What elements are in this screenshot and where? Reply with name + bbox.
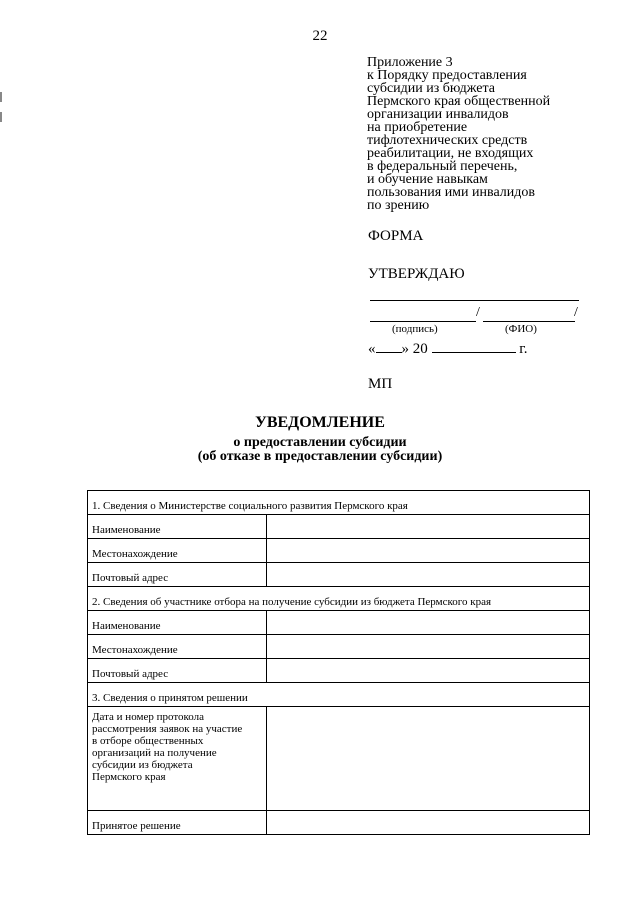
appendix-line: тифлотехнических средств [367, 133, 528, 148]
row-label: Местонахождение [88, 539, 267, 563]
table-row [88, 707, 590, 811]
forma-label: ФОРМА [368, 228, 424, 244]
signature-slash: / [476, 305, 480, 320]
appendix-line: на приобретение [367, 120, 468, 135]
decision-label: Принятое решение [88, 811, 267, 835]
row-label: Наименование [88, 611, 267, 635]
protocol-label-line: субсидии из бюджета [92, 759, 193, 771]
appendix-block [367, 56, 627, 212]
appendix-line: и обучение навыкам [367, 172, 488, 187]
decision-value-field[interactable] [267, 811, 590, 835]
date-line [368, 338, 527, 358]
section1-header: 1. Сведения о Министерстве социального развития Пермского края [88, 491, 590, 515]
table-row [88, 539, 590, 563]
scan-margin-mark [0, 112, 2, 122]
day-blank [376, 338, 402, 353]
appendix-line: по зрению [367, 198, 430, 213]
section3-header: 3. Сведения о принятом решении [88, 683, 590, 707]
row-value-field[interactable] [267, 515, 590, 539]
seal-place-label: МП [368, 376, 393, 392]
row-label: Почтовый адрес [88, 563, 267, 587]
page-number: 22 [312, 28, 328, 44]
row-value-field[interactable] [267, 659, 590, 683]
protocol-label-line: в отборе общественных [92, 735, 204, 747]
document-title: УВЕДОМЛЕНИЕ [255, 414, 385, 431]
document-subtitle [0, 436, 640, 464]
scan-margin-mark [0, 92, 2, 102]
subtitle-line: (об отказе в предоставлении субсидии) [197, 449, 443, 464]
appendix-line: пользования ими инвалидов [367, 185, 535, 200]
protocol-value-field[interactable] [267, 707, 590, 811]
notification-table [87, 490, 590, 835]
protocol-label [88, 707, 267, 811]
row-value-field[interactable] [267, 635, 590, 659]
subtitle-line: о предоставлении субсидии [233, 435, 407, 450]
row-value-field[interactable] [267, 563, 590, 587]
date-open-quote: « [368, 341, 376, 357]
year-suffix: г. [519, 341, 528, 357]
table-row [88, 611, 590, 635]
row-value-field[interactable] [267, 539, 590, 563]
table-row [88, 635, 590, 659]
row-label: Почтовый адрес [88, 659, 267, 683]
appendix-line: субсидии из бюджета [367, 81, 496, 96]
fio-caption: (ФИО) [505, 323, 537, 335]
appendix-line: реабилитации, не входящих [367, 146, 534, 161]
row-label: Местонахождение [88, 635, 267, 659]
appendix-line: Приложение 3 [367, 55, 453, 70]
protocol-label-line: рассмотрения заявок на участие [92, 723, 243, 735]
table-row [88, 563, 590, 587]
section2-header: 2. Сведения об участнике отбора на получение субсидии из бюджета Пермского края [88, 587, 590, 611]
appendix-line: в федеральный перечень, [367, 159, 518, 174]
protocol-label-line: организаций на получение [92, 747, 217, 759]
approve-label: УТВЕРЖДАЮ [368, 266, 465, 282]
appendix-line: организации инвалидов [367, 107, 509, 122]
row-label: Наименование [88, 515, 267, 539]
appendix-line: к Порядку предоставления [367, 68, 527, 83]
signature-line [370, 321, 476, 322]
row-value-field[interactable] [267, 611, 590, 635]
protocol-label-line: Дата и номер протокола [92, 711, 204, 723]
table-row [88, 811, 590, 835]
date-close-quote: » [401, 341, 409, 357]
approver-position-line [370, 300, 579, 301]
year-prefix: 20 [412, 341, 428, 357]
signature-caption: (подпись) [392, 323, 438, 335]
fio-slash: / [574, 305, 578, 320]
table-row [88, 659, 590, 683]
protocol-label-line: Пермского края [92, 771, 166, 783]
fio-line [483, 321, 575, 322]
month-blank [432, 338, 516, 353]
appendix-line: Пермского края общественной [367, 94, 551, 109]
table-row [88, 515, 590, 539]
